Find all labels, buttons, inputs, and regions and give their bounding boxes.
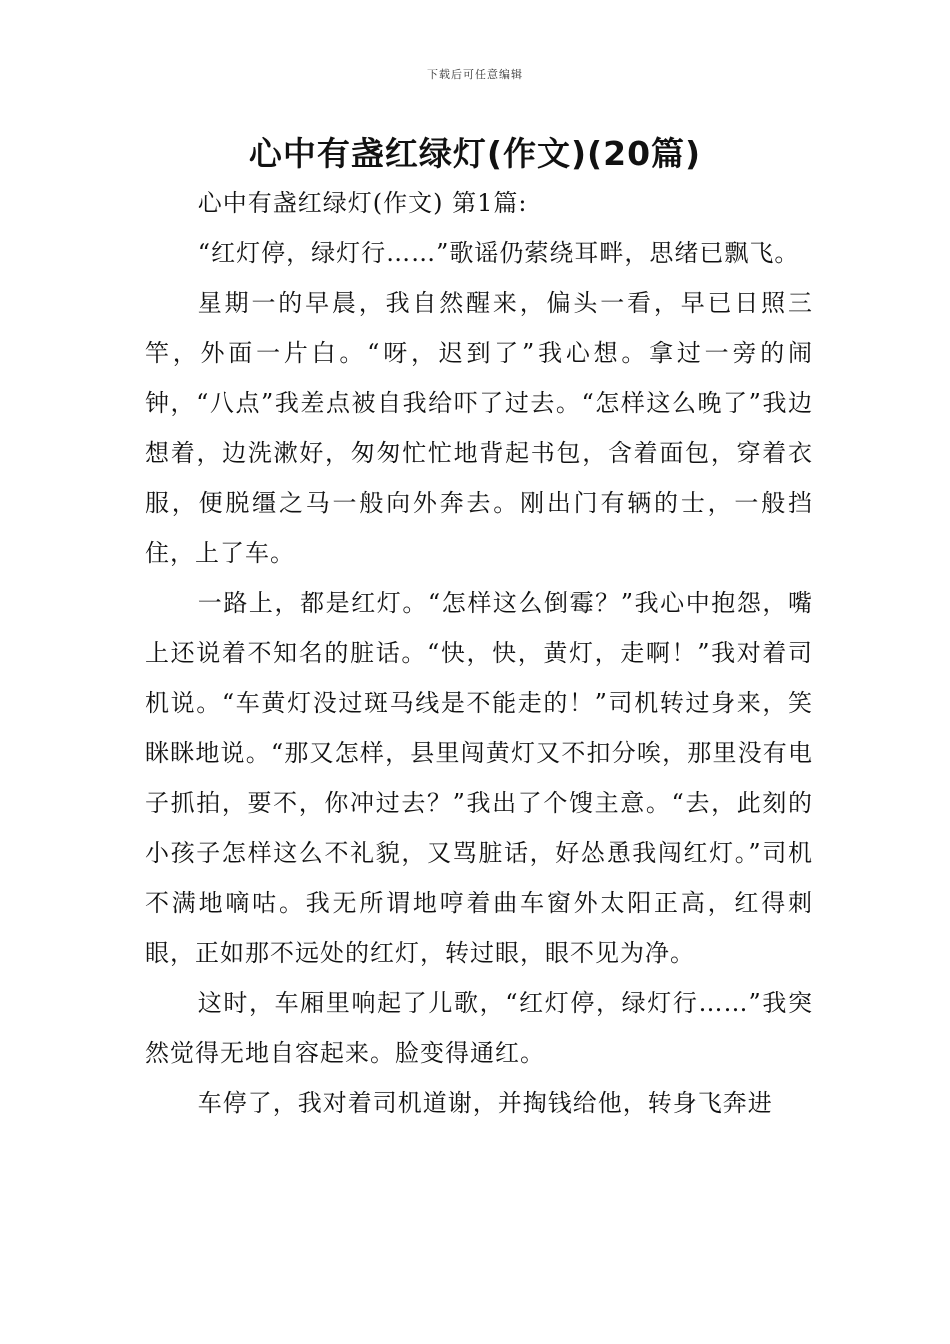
paragraph: 星期一的早晨，我自然醒来，偏头一看，早已日照三竿，外面一片白。“呀，迟到了”我心想。拿过一旁的闹钟，“八点”我差点被自我给吓了过去。“怎样这么晚了”我边想着，边洗漱好，匆匆忙忙地背起书包，含着面包，穿着衣服，便脱缰之马一般向外奔去。刚出门有辆的士，一般挡住，上了车。 xyxy=(145,289,813,567)
document-title: 心中有盏红绿灯(作文)(20篇) xyxy=(248,134,702,173)
paragraph: 车停了，我对着司机道谢，并掏钱给他，转身飞奔进 xyxy=(197,1089,773,1117)
paragraph: “红灯停，绿灯行……”歌谣仍萦绕耳畔，思绪已飘飞。 xyxy=(197,239,800,267)
paragraph: 这时，车厢里响起了儿歌，“红灯停，绿灯行……”我突然觉得无地自容起来。脸变得通红。 xyxy=(145,989,813,1067)
paragraph: 一路上，都是红灯。“怎样这么倒霉？”我心中抱怨，嘴上还说着不知名的脏话。“快，快，黄灯，走啊！”我对着司机说。“车黄灯没过斑马线是不能走的！”司机转过身来，笑眯眯地说。“那又怎样，县里闯黄灯又不扣分唉，那里没有电子抓拍，要不，你冲过去？”我出了个馊主意。“去，此刻的小孩子怎样这么不礼貌，又骂脏话，好怂恿我闯红灯。”司机不满地嘀咕。我无所谓地哼着曲车窗外太阳正高，红得刺眼，正如那不远处的红灯，转过眼，眼不见为净。 xyxy=(145,589,813,967)
header-note: 下载后可任意编辑 xyxy=(427,68,523,81)
document-body xyxy=(145,178,813,1128)
section-subtitle: 心中有盏红绿灯(作文) 第1篇: xyxy=(197,189,528,217)
